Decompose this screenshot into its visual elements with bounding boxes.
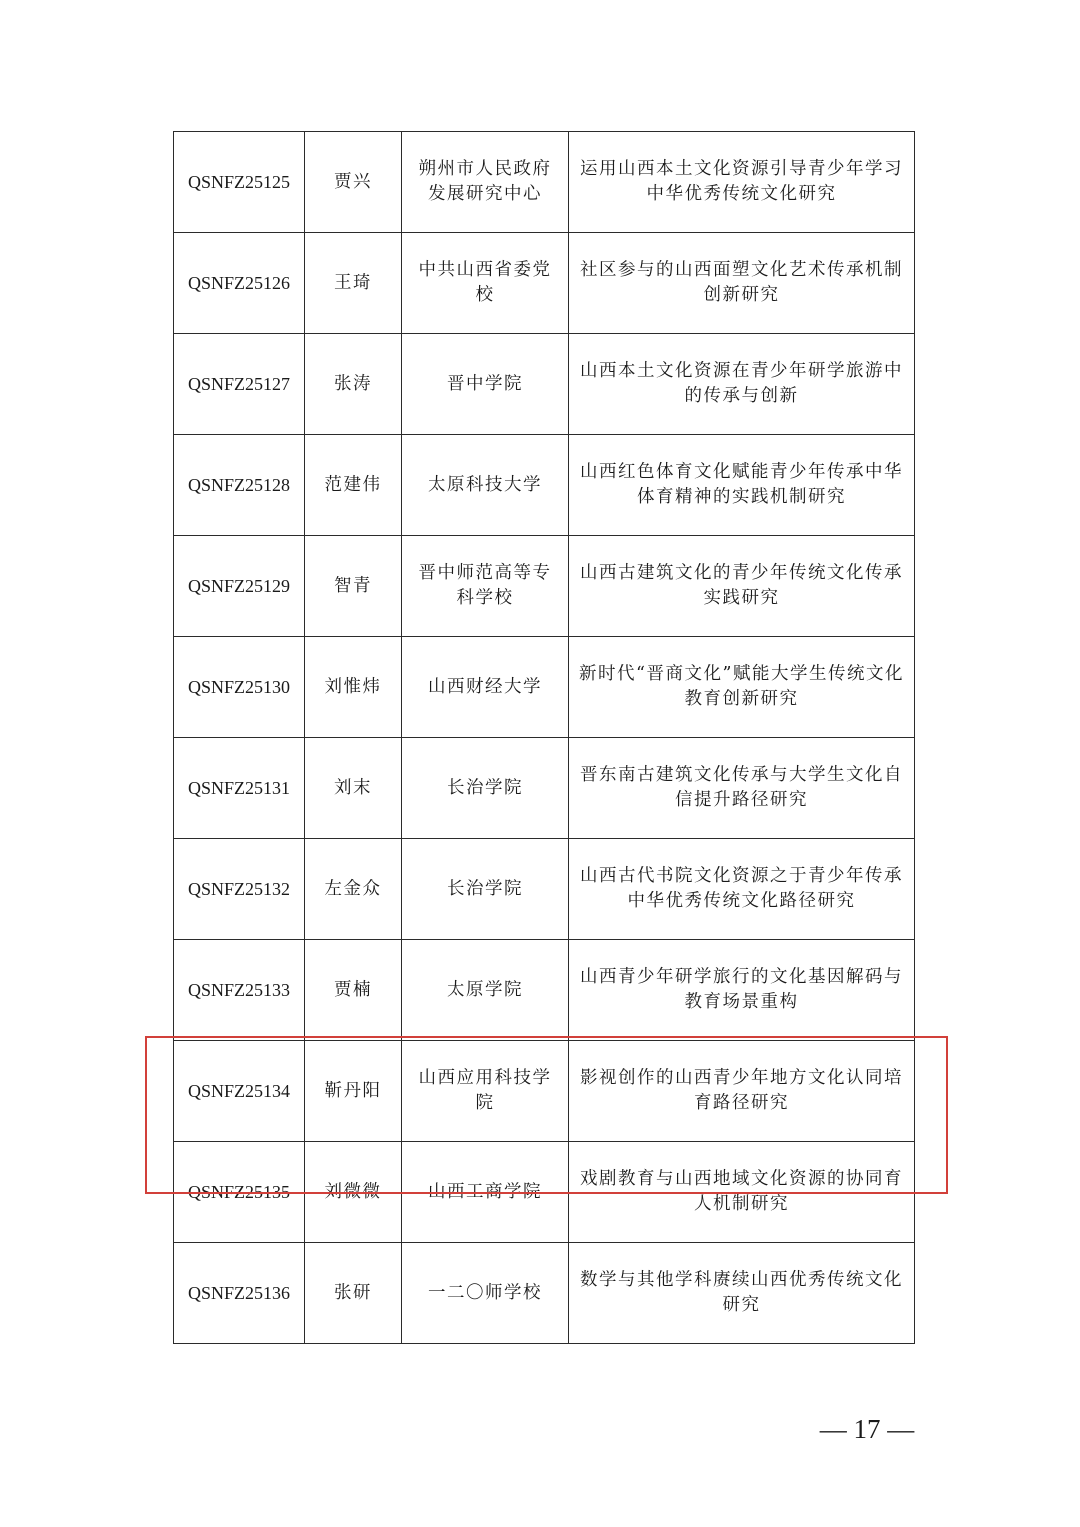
institution-cell: 一二〇师学校 — [402, 1243, 569, 1344]
project-id-cell: QSNFZ25129 — [174, 536, 305, 637]
institution-cell: 山西工商学院 — [402, 1142, 569, 1243]
project-id-cell: QSNFZ25135 — [174, 1142, 305, 1243]
table-row — [174, 738, 915, 839]
page-number: — 17 — — [819, 1414, 915, 1444]
project-topic-cell: 新时代“晋商文化”赋能大学生传统文化教育创新研究 — [569, 637, 915, 738]
project-topic-cell: 戏剧教育与山西地域文化资源的协同育人机制研究 — [569, 1142, 915, 1243]
leader-name-cell: 贾兴 — [305, 132, 402, 233]
leader-name-cell: 王琦 — [305, 233, 402, 334]
table-row — [174, 839, 915, 940]
project-id-cell: QSNFZ25128 — [174, 435, 305, 536]
institution-cell: 太原科技大学 — [402, 435, 569, 536]
project-topic-cell: 山西本土文化资源在青少年研学旅游中的传承与创新 — [569, 334, 915, 435]
table-row — [174, 940, 915, 1041]
project-topic-cell: 山西古代书院文化资源之于青少年传承中华优秀传统文化路径研究 — [569, 839, 915, 940]
institution-cell: 太原学院 — [402, 940, 569, 1041]
table-row — [174, 1142, 915, 1243]
leader-name-cell: 靳丹阳 — [305, 1041, 402, 1142]
table-row — [174, 132, 915, 233]
project-id-cell: QSNFZ25134 — [174, 1041, 305, 1142]
institution-cell: 晋中师范高等专科学校 — [402, 536, 569, 637]
table-row — [174, 435, 915, 536]
project-topic-cell: 影视创作的山西青少年地方文化认同培育路径研究 — [569, 1041, 915, 1142]
table-row — [174, 233, 915, 334]
project-topic-cell: 晋东南古建筑文化传承与大学生文化自信提升路径研究 — [569, 738, 915, 839]
leader-name-cell: 智青 — [305, 536, 402, 637]
project-id-cell: QSNFZ25133 — [174, 940, 305, 1041]
leader-name-cell: 刘末 — [305, 738, 402, 839]
project-topic-cell: 山西青少年研学旅行的文化基因解码与教育场景重构 — [569, 940, 915, 1041]
project-topic-cell: 山西古建筑文化的青少年传统文化传承实践研究 — [569, 536, 915, 637]
leader-name-cell: 左金众 — [305, 839, 402, 940]
leader-name-cell: 张研 — [305, 1243, 402, 1344]
leader-name-cell: 张涛 — [305, 334, 402, 435]
leader-name-cell: 范建伟 — [305, 435, 402, 536]
institution-cell: 长治学院 — [402, 839, 569, 940]
institution-cell: 朔州市人民政府发展研究中心 — [402, 132, 569, 233]
institution-cell: 山西财经大学 — [402, 637, 569, 738]
project-id-cell: QSNFZ25125 — [174, 132, 305, 233]
institution-cell: 山西应用科技学院 — [402, 1041, 569, 1142]
table-row — [174, 536, 915, 637]
leader-name-cell: 刘惟炜 — [305, 637, 402, 738]
leader-name-cell: 贾楠 — [305, 940, 402, 1041]
project-topic-cell: 山西红色体育文化赋能青少年传承中华体育精神的实践机制研究 — [569, 435, 915, 536]
project-id-cell: QSNFZ25132 — [174, 839, 305, 940]
project-table — [173, 131, 915, 1344]
table-row — [174, 637, 915, 738]
table-row — [174, 334, 915, 435]
project-id-cell: QSNFZ25131 — [174, 738, 305, 839]
project-topic-cell: 社区参与的山西面塑文化艺术传承机制创新研究 — [569, 233, 915, 334]
project-id-cell: QSNFZ25130 — [174, 637, 305, 738]
table-row — [174, 1243, 915, 1344]
leader-name-cell: 刘微微 — [305, 1142, 402, 1243]
institution-cell: 中共山西省委党校 — [402, 233, 569, 334]
project-id-cell: QSNFZ25136 — [174, 1243, 305, 1344]
table-row-highlighted — [174, 1041, 915, 1142]
institution-cell: 晋中学院 — [402, 334, 569, 435]
project-topic-cell: 运用山西本土文化资源引导青少年学习中华优秀传统文化研究 — [569, 132, 915, 233]
institution-cell: 长治学院 — [402, 738, 569, 839]
project-topic-cell: 数学与其他学科赓续山西优秀传统文化研究 — [569, 1243, 915, 1344]
project-id-cell: QSNFZ25126 — [174, 233, 305, 334]
project-id-cell: QSNFZ25127 — [174, 334, 305, 435]
